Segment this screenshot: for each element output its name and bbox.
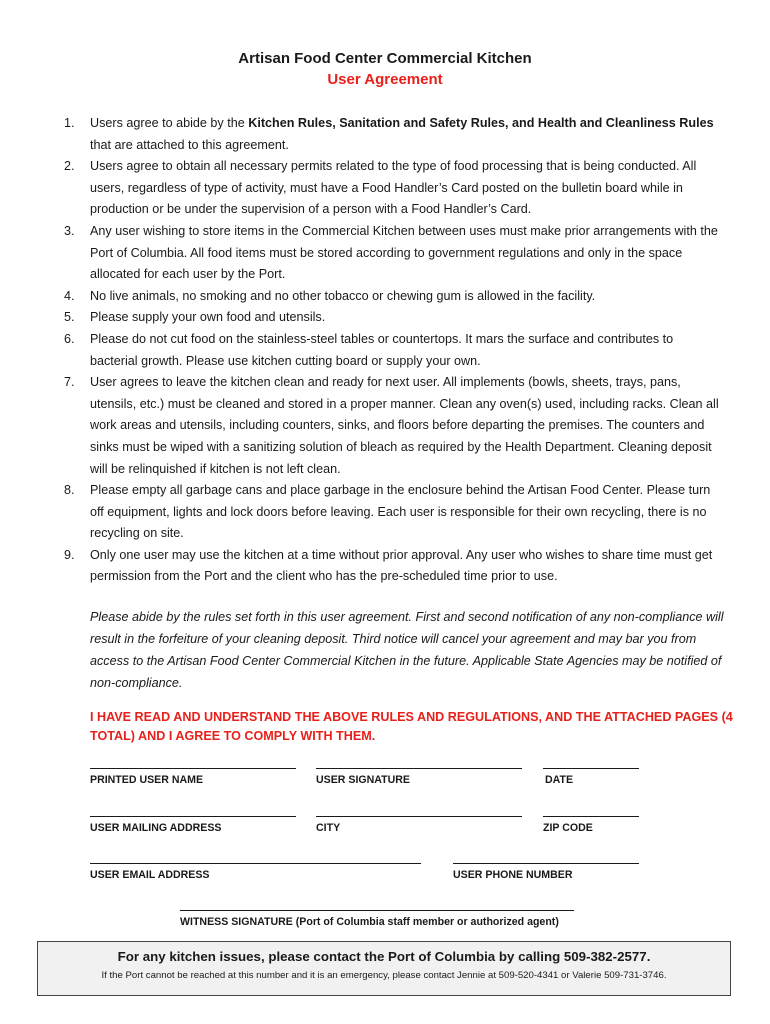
- rule-number: 6.: [64, 331, 75, 346]
- rule-number: 5.: [64, 310, 75, 325]
- rule-item: [64, 372, 724, 480]
- document-subtitle: User Agreement: [327, 71, 443, 88]
- rule-item: [64, 545, 724, 588]
- rule-text: that are attached to this agreement.: [90, 137, 289, 152]
- user-signature-line[interactable]: [316, 768, 522, 769]
- mailing-address-label: USER MAILING ADDRESS: [90, 822, 222, 834]
- contact-box: [37, 941, 731, 996]
- city-label: CITY: [316, 822, 341, 834]
- compliance-notice: Please abide by the rules set forth in this user agreement. First and second notification of any non-compliance will result in the forfeiture of your cleaning deposit. Third notice will cancel your agreement and may bar you from access to the Artisan Food Center Commercial Kitchen in the future. Applicable State Agencies may be notified of non-compliance.: [90, 610, 724, 690]
- witness-signature-label: WITNESS SIGNATURE (Port of Columbia staff member or authorized agent): [180, 916, 559, 928]
- zip-code-line[interactable]: [543, 816, 639, 817]
- rule-item: [64, 329, 724, 372]
- rules-list: [64, 113, 724, 588]
- witness-signature-line[interactable]: [180, 910, 574, 911]
- rule-number: 9.: [64, 547, 75, 562]
- city-line[interactable]: [316, 816, 522, 817]
- rule-text: User agrees to leave the kitchen clean and ready for next user. All implements (bowls, sheets, trays, pans, utensils, etc.) must be cleaned and stored in a proper manner. Clean any oven(s) used, including racks. Clean all work areas and utensils, including counters, sinks, and floors before departing the premises. The counters and sinks must be wiped with a sanitizing solution of bleach as required by the Health Department. Cleaning deposit will be relinquished if kitchen is not left clean.: [90, 375, 719, 476]
- phone-line[interactable]: [453, 863, 639, 864]
- rule-number: 3.: [64, 223, 75, 238]
- email-line[interactable]: [90, 863, 421, 864]
- rule-text: No live animals, no smoking and no other tobacco or chewing gum is allowed in the facility.: [90, 288, 596, 303]
- rule-text: Please empty all garbage cans and place garbage in the enclosure behind the Artisan Food Center. Please turn off equipment, lights and lock doors before leaving. Each user is responsible for their own recycling, there is no recycling on site.: [90, 483, 711, 541]
- date-label: DATE: [545, 774, 574, 786]
- rule-number: 1.: [64, 116, 75, 130]
- acknowledgement-statement: I HAVE READ AND UNDERSTAND THE ABOVE RULES AND REGULATIONS, AND THE ATTACHED PAGES (4 TOTAL) AND I AGREE TO COMPLY WITH THEM.: [90, 710, 733, 743]
- date-line[interactable]: [543, 768, 639, 769]
- document-title: Artisan Food Center Commercial Kitchen: [238, 50, 532, 67]
- contact-emergency: If the Port cannot be reached at this number and it is an emergency, please contact Jennie at 509-520-4341 or Valerie 509-731-3746.: [101, 970, 667, 981]
- rule-number: 4.: [64, 288, 75, 303]
- rule-text: Any user wishing to store items in the Commercial Kitchen between uses must make prior arrangements with the Port of Columbia. All food items must be stored according to government regulations and only in the space allocated for each user by the Port.: [90, 223, 718, 282]
- rule-number: 2.: [64, 159, 75, 174]
- printed-name-label: PRINTED USER NAME: [90, 774, 204, 786]
- rule-text: Only one user may use the kitchen at a time without prior approval. Any user who wishes to share time must get permission from the Port and the client who has the pre-scheduled time prior to use.: [90, 547, 713, 584]
- rule-item: [64, 113, 724, 156]
- rule-text: Please supply your own food and utensils.: [90, 310, 326, 325]
- rule-item: [64, 156, 724, 221]
- rule-text: Users agree to obtain all necessary permits related to the type of food processing that is being conducted. All users, regardless of type of activity, must have a Food Handler’s Card posted on the bulletin board while in production or be under the supervision of a person with a Food Handler’s Card.: [90, 159, 697, 217]
- email-label: USER EMAIL ADDRESS: [90, 869, 210, 881]
- zip-code-label: ZIP CODE: [543, 822, 593, 834]
- contact-main: For any kitchen issues, please contact the Port of Columbia by calling 509-382-2577.: [117, 949, 651, 964]
- user-signature-label: USER SIGNATURE: [316, 774, 410, 786]
- rule-number: 7.: [64, 375, 75, 390]
- mailing-address-line[interactable]: [90, 816, 296, 817]
- rule-number: 8.: [64, 483, 75, 498]
- rule-item: [64, 221, 724, 286]
- rule-bold-text: Kitchen Rules, Sanitation and Safety Rules, and Health and Cleanliness Rules: [248, 116, 714, 130]
- rule-text: Please do not cut food on the stainless-steel tables or countertops. It mars the surface and contributes to bacterial growth. Please use kitchen cutting board or supply your own.: [90, 331, 674, 368]
- rule-text: Users agree to abide by the: [90, 116, 249, 130]
- rule-item: [64, 307, 724, 329]
- printed-name-line[interactable]: [90, 768, 296, 769]
- rule-item: [64, 480, 724, 545]
- rule-item: [64, 286, 724, 308]
- phone-label: USER PHONE NUMBER: [453, 869, 573, 881]
